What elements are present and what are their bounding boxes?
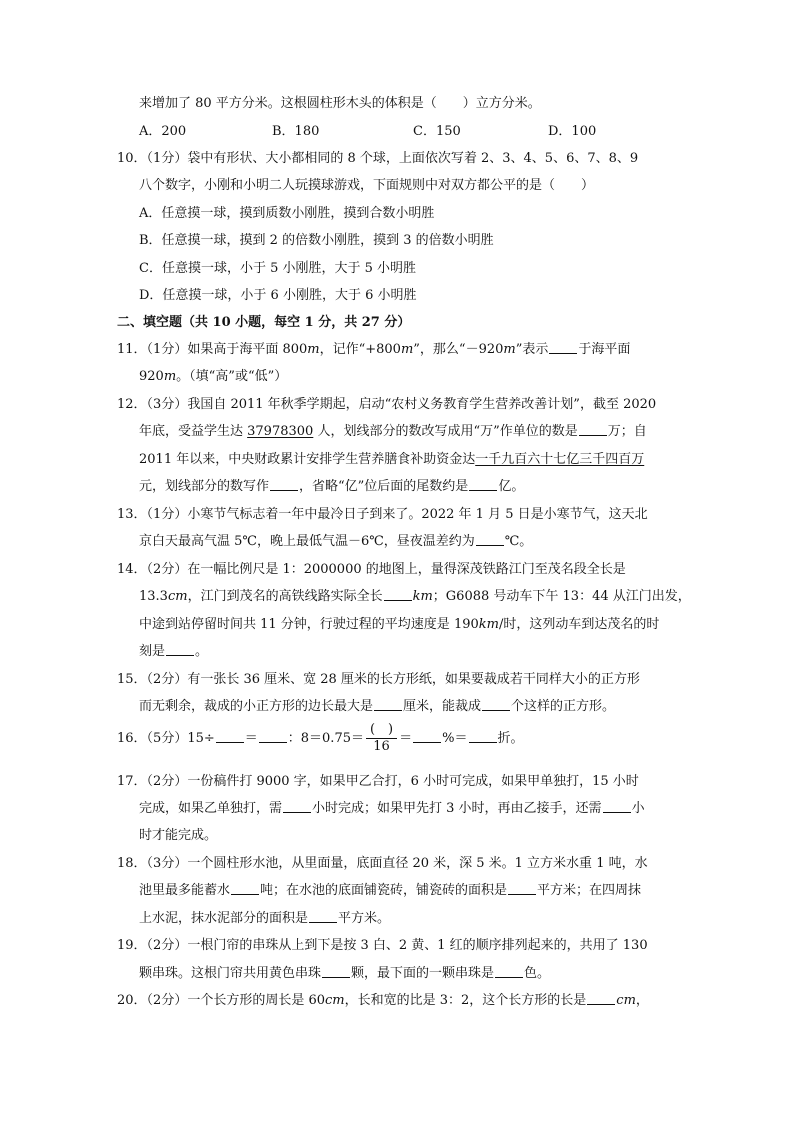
q19-line2: 颗串珠。这根门帘共用黄色串珠 颗，最下面的一颗串珠是 色。 — [139, 966, 551, 981]
q12-line2: 年底，受益学生达 37978300 人，划线部分的数改写成用“万”作单位的数是 万；自 — [139, 424, 647, 439]
q9-option-a: A．200 — [139, 124, 187, 139]
q10-option-c: C．任意摸一球，小于 5 小刚胜，大于 5 小明胜 — [139, 261, 417, 276]
fraction: $\frac{( )}{16}$ — [366, 722, 397, 755]
q9-option-d: D．100 — [548, 124, 597, 139]
answer-blank[interactable] — [603, 799, 631, 813]
answer-blank[interactable] — [482, 697, 510, 711]
q18-line1: 18．（3分）一个圆柱形水池，从里面量，底面直径 20 米，深 5 米。1 立方米水重 1 吨，水 — [117, 856, 648, 871]
answer-blank[interactable] — [384, 587, 412, 601]
answer-blank[interactable] — [231, 881, 259, 895]
q13-line1: 13．（1分）小寒节气标志着一年中最冷日子到来了。2022 年 1 月 5 日是小寒节气，这天北 — [117, 507, 648, 522]
q11-line2: 920m。（填“高”或“低”） — [139, 369, 288, 384]
q15-line1: 15．（2分）有一张长 36 厘米、宽 28 厘米的长方形纸，如果要裁成若干同样大小的正方形 — [117, 672, 640, 687]
answer-blank[interactable] — [469, 477, 497, 491]
q14-line4: 刻是 。 — [139, 644, 209, 659]
q12-line1: 12．（3分）我国自 2011 年秋季学期起，启动“农村义务教育学生营养改善计划”，截至 2020 — [117, 397, 657, 412]
q16-line: 16．（5分）15÷ ＝ ：8＝0.75＝ $\frac{( )}{16}$ ＝ %＝ 折。 — [117, 722, 524, 754]
answer-blank[interactable] — [259, 729, 287, 743]
answer-blank[interactable] — [495, 964, 523, 978]
answer-blank[interactable] — [270, 477, 298, 491]
answer-blank[interactable] — [469, 729, 497, 743]
answer-blank[interactable] — [579, 422, 607, 436]
q13-line2: 京白天最高气温 5℃，晚上最低气温－6℃，昼夜温差约为 ℃。 — [139, 534, 533, 549]
answer-blank[interactable] — [283, 799, 311, 813]
q9-option-b: B．180 — [272, 124, 320, 139]
answer-blank[interactable] — [549, 340, 577, 354]
q14-line3: 中途到站停留时间共 11 分钟，行驶过程的平均速度是 190km/时，这列动车到达茂名的时 — [139, 617, 660, 632]
answer-blank[interactable] — [216, 729, 244, 743]
q17-line2: 完成，如果乙单独打，需 小时完成；如果甲先打 3 小时，再由乙接手，还需 小 — [139, 801, 645, 816]
q10-option-b: B．任意摸一球，摸到 2 的倍数小刚胜，摸到 3 的倍数小明胜 — [139, 233, 494, 248]
underlined-amount: 一千九百六十七亿三千四百万 — [475, 452, 645, 467]
q19-line1: 19．（2分）一根门帘的串珠从上到下是按 3 白、2 黄、1 红的顺序排列起来的，共用了 130 — [117, 938, 648, 953]
q20-line1: 20．（2分）一个长方形的周长是 60cm，长和宽的比是 3：2，这个长方形的长是 cm， — [117, 993, 649, 1008]
q14-line2: 13.3cm，江门到茂名的高铁线路实际全长 km；G6088 号动车下午 13：44 从江门出发， — [139, 589, 691, 604]
underlined-number: 37978300 — [247, 424, 314, 439]
answer-blank[interactable] — [587, 991, 615, 1005]
section-heading: 二、填空题（共 10 小题，每空 1 分，共 27 分） — [117, 315, 411, 330]
q11-line1: 11．（1分）如果高于海平面 800m，记作“+800m”，那么“－920m”表示 于海平面 — [117, 342, 631, 357]
q14-line1: 14．（2分）在一幅比例尺是 1：2000000 的地图上，量得深茂铁路江门至茂名段全长是 — [117, 562, 626, 577]
answer-blank[interactable] — [476, 532, 504, 546]
q10-line2: 八个数字，小刚和小明二人玩摸球游戏，下面规则中对双方都公平的是（ ） — [139, 178, 595, 193]
q9-option-c: C．150 — [413, 124, 461, 139]
q12-line4: 元，划线部分的数写作 ，省略“亿”位后面的尾数约是 亿。 — [139, 479, 525, 494]
answer-blank[interactable] — [508, 881, 536, 895]
q10-option-a: A．任意摸一球，摸到质数小刚胜，摸到合数小明胜 — [139, 206, 435, 221]
answer-blank[interactable] — [309, 909, 337, 923]
answer-blank[interactable] — [374, 697, 402, 711]
q18-line3: 上水泥，抹水泥部分的面积是 平方米。 — [139, 911, 391, 926]
answer-blank[interactable] — [166, 642, 194, 656]
q18-line2: 池里最多能蓄水 吨；在水池的底面铺瓷砖，铺瓷砖的面积是 平方米；在四周抹 — [139, 883, 642, 898]
q9-continuation: 来增加了 80 平方分米。这根圆柱形木头的体积是（ ）立方分米。 — [139, 96, 541, 111]
q15-line2: 而无剩余，裁成的小正方形的边长最大是 厘米，能裁成 个这样的正方形。 — [139, 699, 616, 714]
q12-line3: 2011 年以来，中央财政累计安排学生营养膳食补助资金达一千九百六十七亿三千四百万 — [139, 452, 645, 467]
q10-option-d: D．任意摸一球，小于 6 小刚胜，大于 6 小明胜 — [139, 288, 417, 303]
q17-line3: 时才能完成。 — [139, 828, 218, 843]
q10-line1: 10．（1分）袋中有形状、大小都相同的 8 个球，上面依次写着 2、3、4、5、6、7、8、9 — [117, 151, 639, 166]
q17-line1: 17．（2分）一份稿件打 9000 字，如果甲乙合打，6 小时可完成，如果甲单独打，15 小时 — [117, 774, 639, 789]
answer-blank[interactable] — [322, 964, 350, 978]
answer-blank[interactable] — [413, 729, 441, 743]
